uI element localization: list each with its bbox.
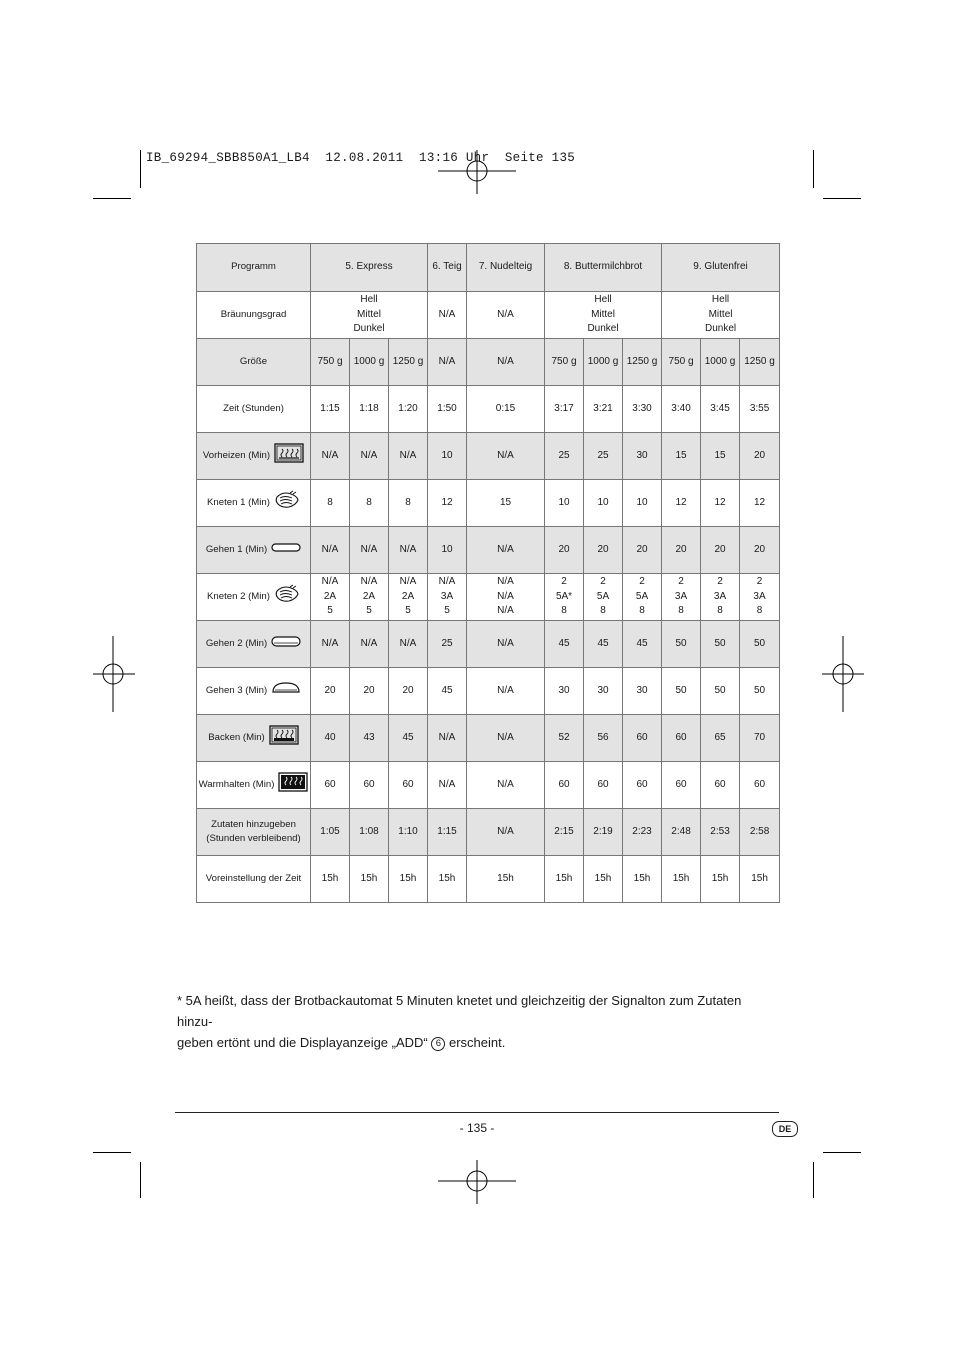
table-cell: N/A	[428, 715, 467, 762]
rise-1-icon	[271, 541, 301, 559]
table-cell: 60	[545, 762, 584, 809]
table-cell: N/A	[350, 433, 389, 480]
table-cell: 3:17	[545, 386, 584, 433]
table-cell: 15h	[623, 856, 662, 903]
table-cell: 2:58	[740, 809, 780, 856]
row-label-cell	[197, 809, 311, 856]
table-cell: N/A 3A 5	[428, 574, 467, 621]
table-cell: 2 3A 8	[740, 574, 780, 621]
table-cell: 45	[584, 621, 623, 668]
row-label-cell	[197, 480, 311, 527]
row-label-wrap	[207, 489, 300, 517]
table-cell: 45	[623, 621, 662, 668]
table-cell: 60	[311, 762, 350, 809]
table-row	[197, 339, 780, 386]
table-cell: Hell Mittel Dunkel	[311, 292, 428, 339]
table-cell: 25	[584, 433, 623, 480]
table-cell: 20	[740, 433, 780, 480]
table-body	[197, 339, 780, 903]
table-cell: 20	[740, 527, 780, 574]
footer-rule	[175, 1112, 779, 1113]
table-cell: 2:48	[662, 809, 701, 856]
table-row	[197, 480, 780, 527]
table-cell: 45	[428, 668, 467, 715]
table-cell: 60	[740, 762, 780, 809]
table-cell: 50	[740, 668, 780, 715]
table-row	[197, 433, 780, 480]
bake-icon	[269, 725, 299, 751]
header-programm: Programm	[197, 244, 311, 292]
table-cell: 30	[623, 668, 662, 715]
rise-2-icon	[271, 635, 301, 653]
registration-mark-left	[93, 636, 135, 712]
table-cell: 8	[350, 480, 389, 527]
table-cell: 15h	[311, 856, 350, 903]
row-label: Kneten 1 (Min)	[207, 496, 270, 508]
table-cell: 1:50	[428, 386, 467, 433]
header-glutenfrei: 9. Glutenfrei	[662, 244, 780, 292]
table-cell: 60	[350, 762, 389, 809]
table-cell: 1:20	[389, 386, 428, 433]
registration-mark-top	[438, 150, 516, 194]
row-label-wrap	[206, 541, 301, 559]
table-cell: 20	[350, 668, 389, 715]
table-cell: N/A	[467, 339, 545, 386]
table-cell: 1000 g	[701, 339, 740, 386]
table-row	[197, 574, 780, 621]
table-cell: 15	[467, 480, 545, 527]
row-label-wrap	[206, 872, 301, 887]
table-cell: 15h	[701, 856, 740, 903]
table-row	[197, 527, 780, 574]
table-cell: 45	[389, 715, 428, 762]
row-label-cell	[197, 715, 311, 762]
reference-number-circle: 6	[431, 1037, 445, 1051]
table-cell: 50	[662, 621, 701, 668]
row-label-wrap	[207, 583, 300, 611]
row-label-cell	[197, 668, 311, 715]
table-cell: Hell Mittel Dunkel	[662, 292, 780, 339]
table-cell: 10	[428, 433, 467, 480]
table-cell: 50	[662, 668, 701, 715]
table-cell: 50	[701, 621, 740, 668]
table-cell: 12	[701, 480, 740, 527]
table-cell: 52	[545, 715, 584, 762]
row-label-wrap	[206, 681, 301, 701]
table-cell: 1000 g	[584, 339, 623, 386]
knead-icon	[274, 489, 300, 517]
table-cell: 30	[584, 668, 623, 715]
table-cell: 3:30	[623, 386, 662, 433]
table-cell: 3:40	[662, 386, 701, 433]
table-cell: 3:21	[584, 386, 623, 433]
table-cell: 30	[623, 433, 662, 480]
table-cell: 15h	[740, 856, 780, 903]
table-row	[197, 386, 780, 433]
table-cell: N/A	[428, 762, 467, 809]
table-row	[197, 668, 780, 715]
table-cell: N/A	[467, 809, 545, 856]
table-row	[197, 809, 780, 856]
rise-3-icon	[271, 681, 301, 701]
table-cell: 60	[584, 762, 623, 809]
table-cell: 15h	[389, 856, 428, 903]
table-cell: 1:05	[311, 809, 350, 856]
table-cell: 30	[545, 668, 584, 715]
table-cell: 12	[740, 480, 780, 527]
header-nudelteig: 7. Nudelteig	[467, 244, 545, 292]
row-label-wrap	[206, 818, 300, 847]
keep-warm-icon	[278, 772, 308, 798]
table-cell: 15h	[350, 856, 389, 903]
registration-mark-right	[822, 636, 864, 712]
row-label-wrap	[199, 772, 309, 798]
table-cell: 2 3A 8	[701, 574, 740, 621]
table-cell: 20	[389, 668, 428, 715]
table-cell: 40	[311, 715, 350, 762]
row-label-cell	[197, 433, 311, 480]
table-row	[197, 856, 780, 903]
table-row	[197, 621, 780, 668]
table-cell: 70	[740, 715, 780, 762]
table-cell: N/A	[389, 621, 428, 668]
table-cell: N/A	[311, 433, 350, 480]
table-cell: N/A	[467, 527, 545, 574]
row-label: Kneten 2 (Min)	[207, 590, 270, 602]
table-cell: 2 5A 8	[623, 574, 662, 621]
table-cell: N/A 2A 5	[389, 574, 428, 621]
table-cell: 65	[701, 715, 740, 762]
table-cell: 2:53	[701, 809, 740, 856]
table-cell: 15	[662, 433, 701, 480]
table-cell: 1:10	[389, 809, 428, 856]
table-cell: 15h	[467, 856, 545, 903]
table-cell: 1250 g	[740, 339, 780, 386]
table-cell: 1000 g	[350, 339, 389, 386]
table-cell: N/A 2A 5	[350, 574, 389, 621]
row-label-cell	[197, 762, 311, 809]
table-cell: 2:15	[545, 809, 584, 856]
knead-icon	[274, 583, 300, 611]
registration-mark-bottom	[438, 1160, 516, 1204]
row-label: Backen (Min)	[208, 731, 265, 743]
table-cell: 750 g	[545, 339, 584, 386]
footnote-text: * 5A heißt, dass der Brotbackautomat 5 Minuten knetet und gleichzeitig der Signalton zum Zutaten hinzu- geben ertönt und die Displayanzeige „ADD“	[177, 993, 742, 1050]
table-cell: N/A	[389, 433, 428, 480]
table-cell: 10	[584, 480, 623, 527]
table-cell: 10	[623, 480, 662, 527]
table-cell: N/A	[350, 527, 389, 574]
table-cell: 43	[350, 715, 389, 762]
table-cell: 2 3A 8	[662, 574, 701, 621]
table-cell: 45	[545, 621, 584, 668]
table-cell: 25	[428, 621, 467, 668]
table-cell: 10	[545, 480, 584, 527]
table-cell: 8	[311, 480, 350, 527]
header-express: 5. Express	[311, 244, 428, 292]
table-cell: N/A	[467, 621, 545, 668]
table-cell: 2 5A 8	[584, 574, 623, 621]
table-cell: 50	[740, 621, 780, 668]
table-cell: N/A	[467, 715, 545, 762]
preheat-icon	[274, 443, 304, 469]
table-cell: 3:45	[701, 386, 740, 433]
row-label: Vorheizen (Min)	[202, 449, 271, 461]
row-label-cell	[197, 386, 311, 433]
table-cell: N/A	[467, 433, 545, 480]
table-cell: 15h	[428, 856, 467, 903]
table-cell: 10	[428, 527, 467, 574]
row-label: Warmhalten (Min)	[198, 778, 275, 790]
row-label: Gehen 3 (Min)	[205, 684, 268, 696]
row-label-wrap	[206, 635, 301, 653]
row-label-cell	[197, 339, 311, 386]
table-cell: 8	[389, 480, 428, 527]
header-row	[197, 244, 780, 292]
header-buttermilchbrot: 8. Buttermilchbrot	[545, 244, 662, 292]
table-cell: N/A	[467, 292, 545, 339]
table-cell: 56	[584, 715, 623, 762]
table-cell: 20	[623, 527, 662, 574]
table-cell: 1250 g	[389, 339, 428, 386]
table-cell: 1:18	[350, 386, 389, 433]
table-cell: 20	[662, 527, 701, 574]
program-table	[196, 243, 780, 903]
table-cell: 2 5A* 8	[545, 574, 584, 621]
table-cell: 750 g	[311, 339, 350, 386]
row-label-cell	[197, 574, 311, 621]
language-badge: DE	[772, 1121, 798, 1137]
table-cell: 750 g	[662, 339, 701, 386]
row-label: Bräunungsgrad	[197, 292, 311, 339]
footnote-text-end: erscheint.	[445, 1035, 506, 1050]
row-label: Größe	[239, 355, 268, 367]
table-cell: N/A 2A 5	[311, 574, 350, 621]
table-cell: Hell Mittel Dunkel	[545, 292, 662, 339]
table-cell: N/A	[311, 527, 350, 574]
table-cell: 1:08	[350, 809, 389, 856]
row-label: Zeit (Stunden)	[223, 402, 284, 414]
table-cell: 1:15	[311, 386, 350, 433]
header-teig: 6. Teig	[428, 244, 467, 292]
table-cell: 60	[662, 715, 701, 762]
row-label: Zutaten hinzugeben (Stunden verbleibend)	[206, 818, 301, 844]
table-cell: 1250 g	[623, 339, 662, 386]
table-cell: 60	[662, 762, 701, 809]
row-label-wrap	[240, 355, 267, 370]
row-label: Voreinstellung der Zeit	[205, 872, 302, 884]
table-cell: 20	[311, 668, 350, 715]
table-cell: 60	[701, 762, 740, 809]
table-cell: 50	[701, 668, 740, 715]
table-cell: 2:19	[584, 809, 623, 856]
footnote	[177, 990, 777, 1053]
table-cell: N/A N/A N/A	[467, 574, 545, 621]
row-label-wrap	[223, 402, 284, 417]
table-cell: 3:55	[740, 386, 780, 433]
table-cell: 60	[389, 762, 428, 809]
browning-row	[197, 292, 780, 339]
table-cell: 2:23	[623, 809, 662, 856]
table-cell: 20	[545, 527, 584, 574]
table-cell: 60	[623, 762, 662, 809]
table-cell: 15	[701, 433, 740, 480]
row-label-wrap	[208, 725, 299, 751]
page-number: - 135 -	[459, 1121, 495, 1135]
row-label-cell	[197, 621, 311, 668]
table-cell: 0:15	[467, 386, 545, 433]
table-cell: 15h	[584, 856, 623, 903]
row-label: Gehen 1 (Min)	[205, 543, 268, 555]
table-cell: N/A	[389, 527, 428, 574]
table-cell: 1:15	[428, 809, 467, 856]
table-cell: 12	[428, 480, 467, 527]
table-cell: N/A	[428, 339, 467, 386]
table-cell: 25	[545, 433, 584, 480]
table-cell: N/A	[350, 621, 389, 668]
table-cell: N/A	[467, 762, 545, 809]
table-cell: 15h	[545, 856, 584, 903]
row-label-cell	[197, 856, 311, 903]
table-cell: 15h	[662, 856, 701, 903]
print-slug: IB_69294_SBB850A1_LB4 12.08.2011 13:16 Uhr Seite 135	[146, 151, 576, 165]
table-row	[197, 762, 780, 809]
table-cell: N/A	[311, 621, 350, 668]
table-cell: 12	[662, 480, 701, 527]
table-cell: 20	[584, 527, 623, 574]
table-cell: 20	[701, 527, 740, 574]
row-label-cell	[197, 527, 311, 574]
row-label: Gehen 2 (Min)	[205, 637, 268, 649]
table-cell: N/A	[467, 668, 545, 715]
table-cell: N/A	[428, 292, 467, 339]
row-label-wrap	[203, 443, 304, 469]
table-row	[197, 715, 780, 762]
table-cell: 60	[623, 715, 662, 762]
